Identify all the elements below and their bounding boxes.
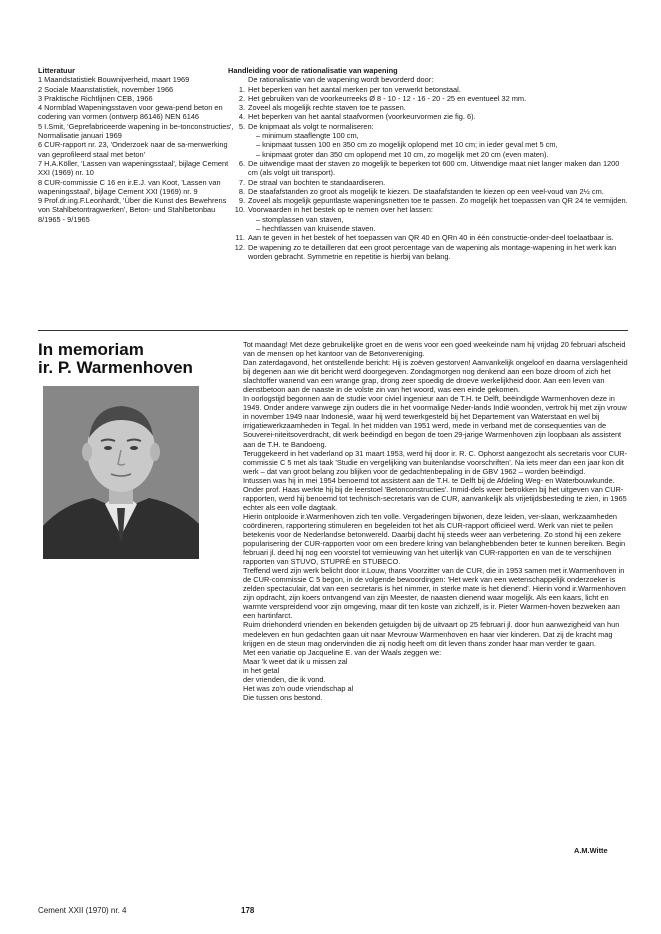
guide-item-text: De uitwendige maat der staven zo mogelijk te beperken tot 600 cm. Uitwendige maat niet langer maken dan 1200 cm (als volgt uit transport). bbox=[248, 158, 620, 178]
guide-item bbox=[228, 187, 628, 196]
journal-footer: Cement XXII (1970) nr. 4 bbox=[38, 906, 127, 915]
guide-item-number: 10. bbox=[234, 205, 245, 215]
guide-item bbox=[228, 94, 628, 103]
poem-line: Maar 'k weet dat ik u missen zal bbox=[243, 656, 348, 666]
guide-item bbox=[228, 122, 628, 131]
literature-item: 7 H.A.Köller, 'Lassen van wapeningsstaal', bijlage Cement XXI (1969) nr. 10 bbox=[38, 158, 229, 178]
memoriam-heading-line2: ir. P. Warmenhoven bbox=[38, 358, 193, 377]
guide-item bbox=[228, 178, 628, 187]
guide-item-number: 12. bbox=[234, 242, 245, 252]
memoriam-body bbox=[243, 340, 629, 702]
guide-item-number: 9. bbox=[238, 196, 245, 206]
guide-item-number: 7. bbox=[238, 177, 245, 187]
guide-item-text: De staafafstanden zo groot als mogelijk te kiezen. De staafafstanden te kiezen op een veel-voud van 2½ cm. bbox=[248, 186, 604, 196]
portrait-photo bbox=[43, 386, 199, 559]
guide-item-text: De straal van bochten te standaardiseren. bbox=[248, 177, 386, 187]
literature-item: 1 Maandstatistiek Bouwnijverheid, maart 1969 bbox=[38, 75, 190, 85]
guide-item-number: 4. bbox=[238, 112, 245, 122]
guide-item-number bbox=[228, 224, 248, 233]
poem-line: Die tussen ons bestond. bbox=[243, 692, 323, 702]
guide-item-text: Zoveel als mogelijk gepuntlaste wapeningsnetten toe te passen. Zo mogelijk het toepassen van QR 24 te vermijden. bbox=[248, 196, 628, 206]
memoriam-paragraph: Treffend werd zijn werk belicht door ir.Louw, thans Voorzitter van de CUR, die in 1953 samen met ir.Warmenhoven in de CUR-commissie C 5 begon, in de volgende bewoordingen: 'Het werk van een wetenschappelijk onderzoeker is zelden spectaculair, dat van een secretaris is het nimmer, in sterke mate is het dienend'. Hierin vond ir.Warmenhoven zijn opdracht, zijn koers ontvangend van zijn Meester, de naasten dienend waar mogelijk. Als een kaars, licht en warmte verspreidend voor zijn omgeving, maar dit ten koste van zichzelf, is ir. Pieter Warmen-hoven bezweken aan een hartinfarct. bbox=[243, 566, 626, 621]
guide-item bbox=[228, 215, 628, 224]
guide-item-number: 8. bbox=[238, 186, 245, 196]
portrait-illustration bbox=[43, 386, 199, 559]
guide-intro: De rationalisatie van de wapening wordt bevorderd door: bbox=[248, 75, 434, 85]
guide-item-number bbox=[228, 131, 248, 140]
literature-item: 5 I.Smit, 'Geprefabriceerde wapening in be-tonconstructies', Normalisatie januari 1969 bbox=[38, 121, 234, 141]
guide-item bbox=[228, 85, 628, 94]
author-signature: A.M.Witte bbox=[574, 846, 608, 855]
memoriam-paragraph: Dan zaterdagavond, het ontstellende bericht: Hij is zoëven gestorven! Aanvankelijk ongeloof en daarna verslagenheid bij degenen aan wie dit bericht werd doorgegeven. Zondagmorgen nog denkend aan een boze droom of zich het slachtoffer wanend van een wrange grap, drong zeer spoedig de droeve werkelijkheid door. Aan een leven van dienstbetoon aan de naaste in de volste zin van het woord, was een einde gekomen. bbox=[243, 358, 628, 395]
guide-item-text: – minimum staaflengte 100 cm, bbox=[256, 131, 359, 141]
memoriam-heading bbox=[38, 341, 238, 377]
guide-item-text: Het beperken van het aantal merken per ton verwerkt betonstaal. bbox=[248, 84, 461, 94]
guide-item bbox=[228, 150, 628, 159]
guide-item bbox=[228, 140, 628, 149]
literature-title: Litteratuur bbox=[38, 66, 75, 75]
literature-item: 9 Prof.dr.ing.F.Leonhardt, 'Über die Kunst des Bewehrens von Stahlbetontragwerken', Beton- und Stahlbetonbau 8/1965 - 9/1965 bbox=[38, 196, 227, 224]
guide-item-text: – stomplassen van staven, bbox=[256, 214, 344, 224]
guide-item bbox=[228, 103, 628, 112]
literature-item: 6 CUR-rapport nr. 23, 'Onderzoek naar de sa-menwerking van geprofileerd staal met beton' bbox=[38, 140, 228, 159]
poem-line: in het getal bbox=[243, 665, 280, 675]
guide-item-text: – knipmaat groter dan 350 cm oplopend met 10 cm, zo mogelijk met 20 cm (even maten). bbox=[256, 149, 549, 159]
guide-item-number: 3. bbox=[238, 103, 245, 113]
guide-item bbox=[228, 196, 628, 205]
page-number: 178 bbox=[241, 906, 255, 915]
guide-item-text: – knipmaat tussen 100 en 350 cm zo mogelijk oplopend met 10 cm; in ieder geval met 5 cm, bbox=[256, 140, 558, 150]
literature-item: 4 Normblad Wapeningsstaven voor gewa-pend beton en codering van vormen (ontwerp 86146) NEN 6146 bbox=[38, 103, 223, 122]
memoriam-paragraph: Tot maandag! Met deze gebruikelijke groet en de wens voor een goed weekeinde nam hij vrijdag 20 februari afscheid van de mensen op het kantoor van de Betonvereniging. bbox=[243, 340, 626, 359]
guide-items bbox=[228, 85, 628, 262]
reinforcement-guide bbox=[228, 66, 628, 261]
section-divider bbox=[38, 330, 628, 331]
guide-item bbox=[228, 131, 628, 140]
guide-item-number: 1. bbox=[238, 84, 245, 94]
literature-list bbox=[38, 66, 238, 224]
guide-item-number: 6. bbox=[238, 158, 245, 168]
literature-item: 3 Praktische Richtlijnen CEB, 1966 bbox=[38, 93, 153, 103]
memoriam-paragraph: Intussen was hij in mei 1954 benoemd tot assistent aan de T.H. te Delft bij de Afdeling Weg- en Waterbouwkunde. Onder prof. Haas werkte hij bij de leerstoel 'Betonconstructies'. Inmid-dels weer betrokken bij het uitgeven van CUR-rapporten, werd hij benoemd tot technisch-secretaris van de CUR, aanvankelijk als vrijetijdsbesteding te zien, in 1965 echter als een volle dagtaak. bbox=[243, 475, 627, 512]
guide-item bbox=[228, 159, 628, 178]
memoriam-paragraph: Hierin ontplooide ir.Warmenhoven zich ten volle. Vergaderingen bijwonen, deze leiden, ver-slaan, werkzaamheden coördineren, rapportering stimuleren en begeleiden tot het als CUR-rapport officieel werd. Werk van niet te peilen betekenis voor de Nederlandse betonwereld. Daarbij dacht hij steeds weer aan verbetering. Zo stond hij een zekere popularisering der CUR-rapporten voor om een bredere kring van belanghebbenden beter te kunnen bereiken. Begin februari jl. deed hij nog een voorstel tot vernieuwing van het uiterlijk van CUR-rapporten en van de te verschijnen rapporten van STUVO, STUPRÉ en STUBECO. bbox=[243, 511, 626, 567]
guide-item-number: 2. bbox=[238, 93, 245, 103]
guide-item-number: 5. bbox=[238, 121, 245, 131]
guide-item-number: 11. bbox=[235, 233, 245, 243]
memoriam-heading-line1: In memoriam bbox=[38, 340, 144, 359]
guide-item bbox=[228, 112, 628, 121]
literature-item: 2 Sociale Maanstatistiek, november 1966 bbox=[38, 84, 174, 94]
memoriam-paragraph: Teruggekeerd in het vaderland op 31 maart 1953, werd hij door ir. R. C. Ophorst aangezocht als secretaris voor CUR-commissie C 5 met als taak 'Studie en vergelijking van buitenlandse voorschriften'. Na iets meer dan een jaar kon dit werk – dat van groot belang zou blijken voor de gedachtenbepaling in de GBV 1962 – worden beëindigd. bbox=[243, 448, 628, 476]
guide-item-text: – hechtlassen van kruisende staven. bbox=[256, 224, 376, 234]
guide-item-text: Het beperken van het aantal staafvormen (voorkeurvormen zie fig. 6). bbox=[248, 112, 476, 122]
memoriam-paragraph: Met een variatie op Jacqueline E. van der Waals zeggen we: bbox=[243, 647, 442, 657]
guide-item-text: Zoveel als mogelijk rechte staven toe te passen. bbox=[248, 103, 406, 113]
poem-line: Het was zo'n oude vriendschap al bbox=[243, 683, 354, 693]
poem-line: der vrienden, die ik vond. bbox=[243, 674, 326, 684]
guide-item bbox=[228, 233, 628, 242]
guide-item-number bbox=[228, 215, 248, 224]
guide-item-text: De wapening zo te detailleren dat een groot percentage van de wapening als montage-wapening in het werk kan worden gebracht. Symmetrie en repetitie is hierbij van belang. bbox=[248, 242, 617, 261]
guide-item-number bbox=[228, 150, 248, 159]
guide-item-number bbox=[228, 140, 248, 149]
guide-item bbox=[228, 243, 628, 262]
memoriam-paragraph: Ruim driehonderd vrienden en bekenden getuigden bij de uitvaart op 25 februari jl. door hun aanwezigheid van hun medeleven en hun gedachten gaan uit naar Mevrouw Warmenhoven en haar vier kinderen. Dat zij de kracht mag krijgen en de steun mag ondervinden die zij nodig heeft om dit leven thans zonder haar man verder te gaan. bbox=[243, 620, 620, 648]
literature-item: 8 CUR-commissie C 16 en ir.E.J. van Koot, 'Lassen van wapeningsstaal', bijlage Cement XXI (1969) nr. 9 bbox=[38, 177, 221, 196]
guide-title: Handleiding voor de rationalisatie van wapening bbox=[228, 66, 398, 75]
guide-item-text: Het gebruiken van de voorkeurreeks Ø 8 - 10 - 12 - 16 - 20 - 25 en eventueel 32 mm. bbox=[248, 93, 527, 103]
memoriam-paragraph: In oorlogstijd begonnen aan de studie voor civiel ingenieur aan de T.H. te Delft, beëindigde Warmenhoven deze in 1949. Onder andere vanwege zijn ouders die in het voormalige Neder-lands Indië woonden, vertrok hij met zijn vrouw in november 1949 naar Indonesië, waar hij werd tewerkgesteld bij het Departement van Waterstaat en wel bij irrigatiewerkzaamheden in Tegal. In het midden van 1951 werd, mede in verband met de consequenties van de Souverei-niteitsoverdracht, dit werk beëindigd en begon de toen 29-jarige Warmenhoven zijn loopbaan als assistent aan de T.H. te Bandoeng. bbox=[243, 394, 627, 449]
guide-item bbox=[228, 224, 628, 233]
guide-item-text: Aan te geven in het bestek of het toepassen van QR 40 en QRn 40 in één constructie-onder-deel toelaatbaar is. bbox=[248, 233, 614, 243]
guide-item-text: Voorwaarden in het bestek op te nemen over het lassen: bbox=[248, 205, 433, 215]
guide-item-text: De knipmaat als volgt te normaliseren: bbox=[248, 121, 374, 131]
guide-item bbox=[228, 205, 628, 214]
